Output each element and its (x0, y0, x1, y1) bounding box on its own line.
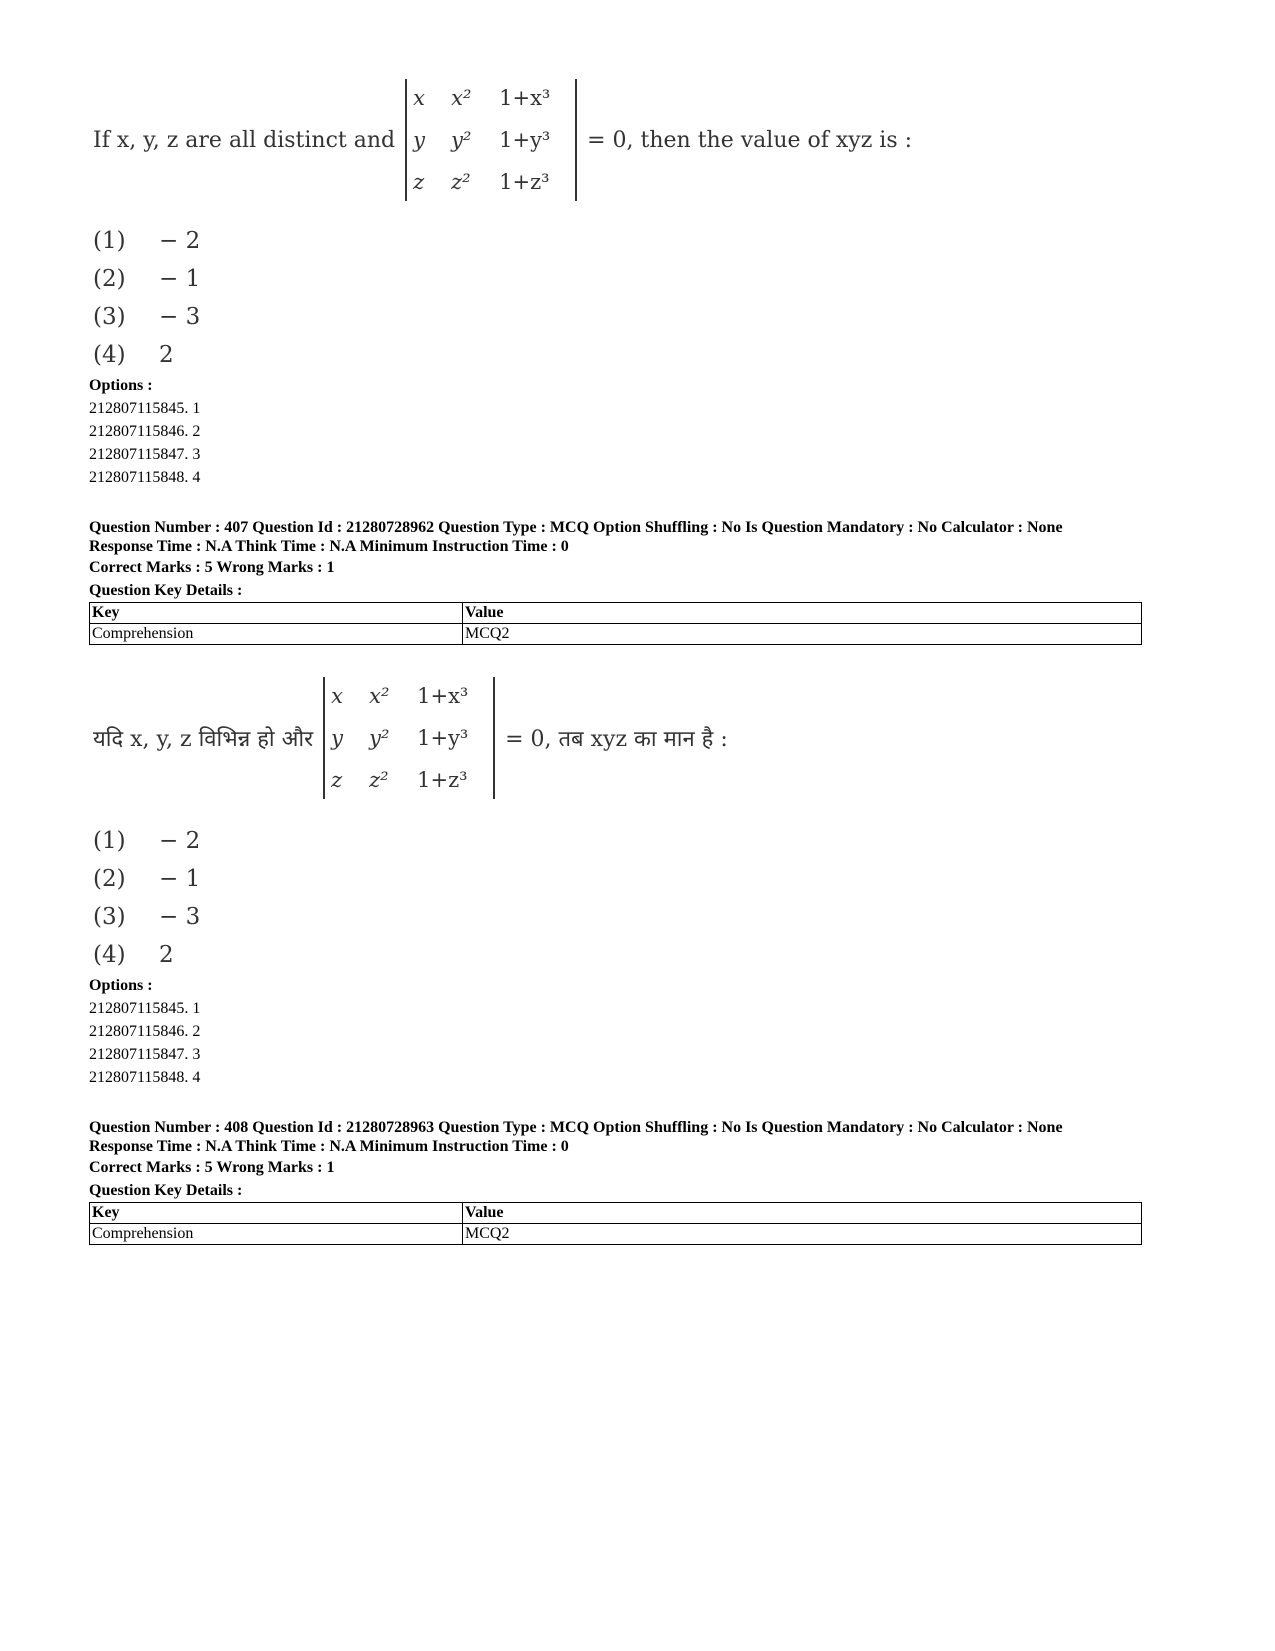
det-cell: z (413, 170, 425, 194)
stem-text-before: If x, y, z are all distinct and (93, 127, 396, 153)
option-line: 212807115848. 4 (89, 469, 201, 486)
determinant-matrix (323, 677, 495, 799)
det-cell: x (331, 684, 343, 708)
det-cell: z (331, 768, 343, 792)
det-cell: 1+z³ (499, 170, 550, 194)
options-label: Options : (89, 377, 153, 394)
key-details-table (89, 1202, 1142, 1245)
choice-item: (1) − 2 (93, 228, 201, 254)
question-meta-line: Response Time : N.A Think Time : N.A Minimum Instruction Time : 0 (89, 1138, 569, 1155)
stem-text-after: = 0, तब xyz का मान है : (505, 727, 728, 752)
marks-line: Correct Marks : 5 Wrong Marks : 1 (89, 559, 335, 576)
table-cell-key: Comprehension (90, 1224, 463, 1245)
question-meta-line: Question Number : 407 Question Id : 21280728962 Question Type : MCQ Option Shuffling : No Is Question Mandatory : No Calculator : None (89, 519, 1063, 536)
question-407-choices (93, 822, 200, 974)
choice-item: (3) − 3 (93, 304, 201, 330)
question-406-choices (93, 222, 200, 374)
det-cell: z² (369, 768, 389, 792)
key-details-label: Question Key Details : (89, 1182, 243, 1199)
det-cell: 1+y³ (417, 726, 469, 750)
question-407-options (89, 974, 200, 1089)
table-header-value: Value (463, 1203, 1142, 1224)
question-408-header (89, 1118, 1142, 1245)
det-cell: 1+x³ (417, 684, 469, 708)
table-header-key: Key (90, 603, 463, 624)
question-406-options (89, 374, 200, 489)
choice-item: (2) − 1 (93, 866, 201, 892)
choice-item: (2) − 1 (93, 266, 201, 292)
choice-item: (1) − 2 (93, 828, 201, 854)
stem-text-before: यदि x, y, z विभिन्न हो और (93, 727, 314, 752)
choice-item: (4) 2 (93, 342, 174, 368)
options-label: Options : (89, 977, 153, 994)
question-407-header (89, 518, 1142, 645)
marks-line: Correct Marks : 5 Wrong Marks : 1 (89, 1159, 335, 1176)
table-header-value: Value (463, 603, 1142, 624)
question-406-stem (93, 70, 912, 210)
stem-text-after: = 0, then the value of xyz is : (587, 127, 913, 153)
det-cell: x (413, 86, 425, 110)
option-line: 212807115847. 3 (89, 1046, 201, 1063)
option-line: 212807115846. 2 (89, 423, 201, 440)
table-cell-value: MCQ2 (463, 624, 1142, 645)
det-cell: z² (451, 170, 471, 194)
key-details-table (89, 602, 1142, 645)
det-cell: x² (369, 684, 390, 708)
option-line: 212807115848. 4 (89, 1069, 201, 1086)
question-meta-line: Response Time : N.A Think Time : N.A Minimum Instruction Time : 0 (89, 538, 569, 555)
option-line: 212807115845. 1 (89, 1000, 201, 1017)
option-line: 212807115847. 3 (89, 446, 201, 463)
question-407-stem (93, 668, 728, 808)
option-line: 212807115845. 1 (89, 400, 201, 417)
det-cell: y (413, 128, 425, 152)
key-details-label: Question Key Details : (89, 582, 243, 599)
det-cell: y² (451, 128, 472, 152)
det-cell: y² (369, 726, 390, 750)
det-cell: 1+z³ (417, 768, 468, 792)
choice-item: (4) 2 (93, 942, 174, 968)
choice-item: (3) − 3 (93, 904, 201, 930)
determinant-matrix (405, 79, 577, 201)
det-cell: 1+x³ (499, 86, 551, 110)
det-cell: 1+y³ (499, 128, 551, 152)
det-cell: x² (451, 86, 472, 110)
table-header-key: Key (90, 1203, 463, 1224)
question-meta-line: Question Number : 408 Question Id : 21280728963 Question Type : MCQ Option Shuffling : No Is Question Mandatory : No Calculator : None (89, 1119, 1063, 1136)
table-cell-key: Comprehension (90, 624, 463, 645)
option-line: 212807115846. 2 (89, 1023, 201, 1040)
det-cell: y (331, 726, 343, 750)
table-cell-value: MCQ2 (463, 1224, 1142, 1245)
